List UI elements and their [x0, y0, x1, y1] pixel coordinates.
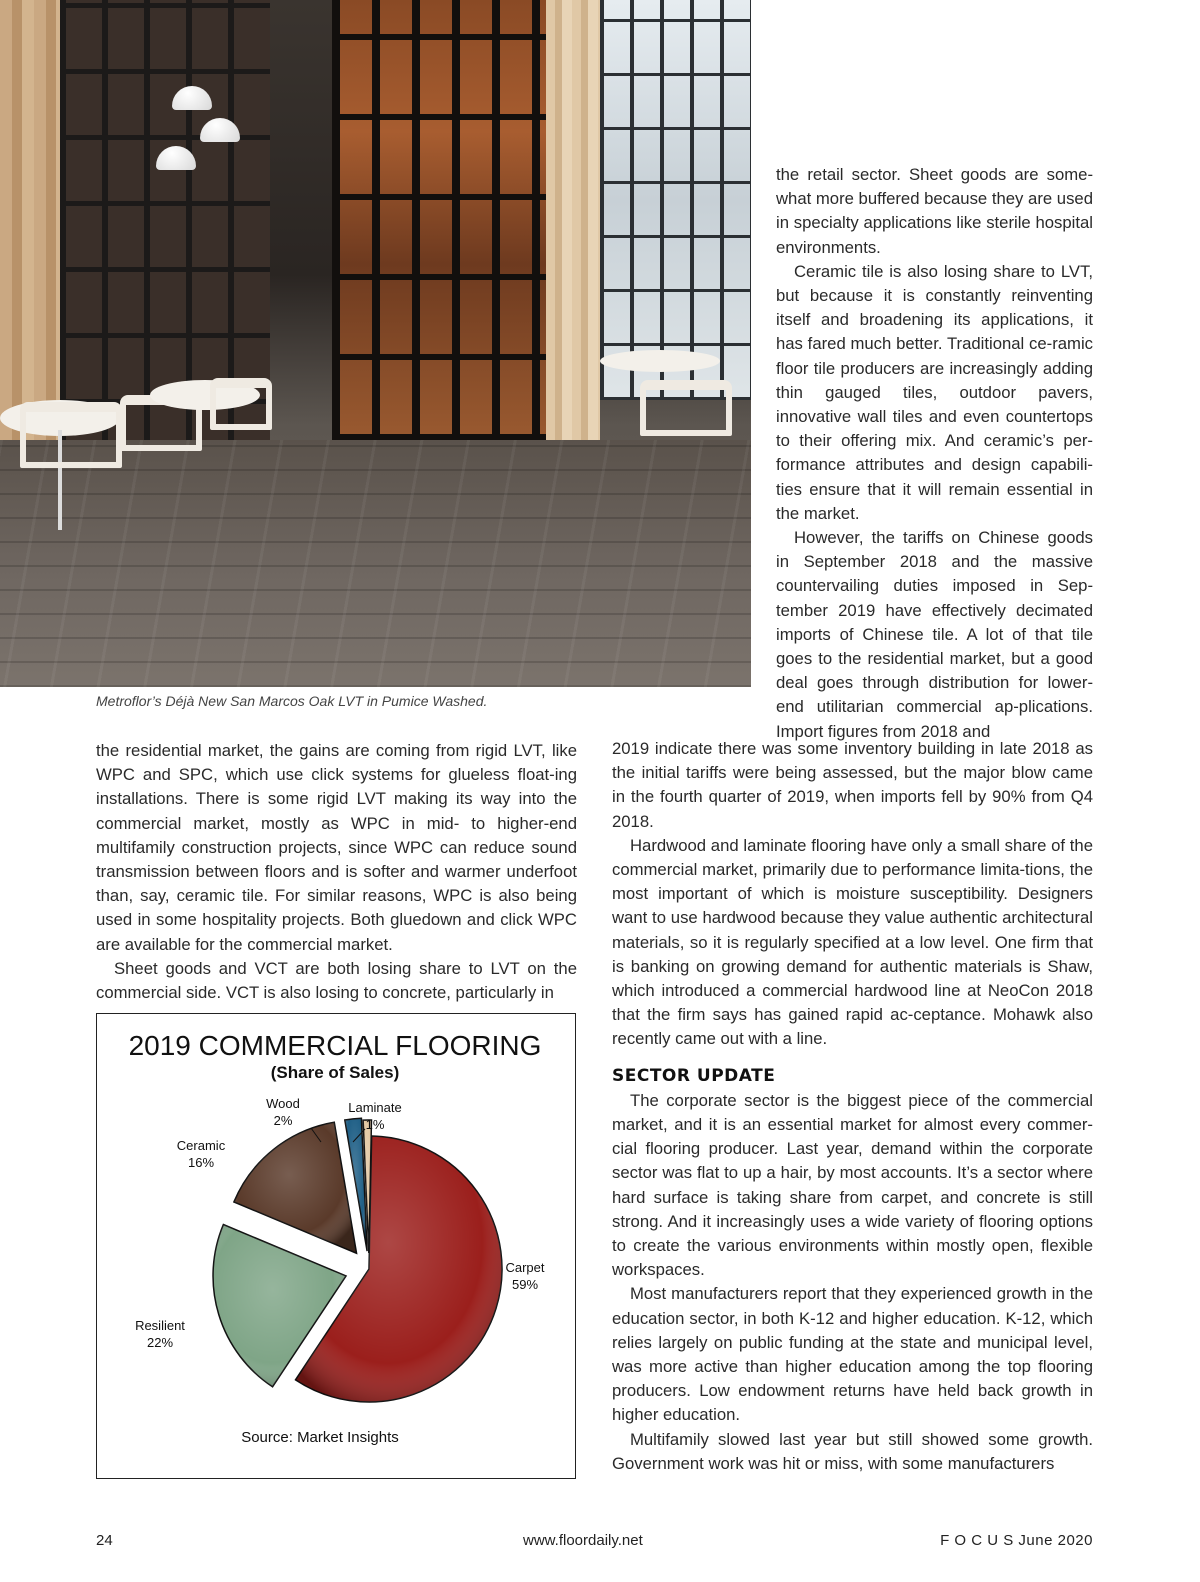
paragraph: Most manufacturers report that they experienced growth in the education sector, in both K-12 and higher education. K-12, which relies largely on public funding at the state and municipal level, was more active than higher education among the top flooring producers. Low endowment returns have held back growth in higher education.: [612, 1284, 1093, 1425]
wood-pillar: [546, 0, 600, 440]
wood-slat-wall: [332, 0, 547, 440]
slice-value-ceramic: 16%: [187, 1155, 215, 1170]
page-number: 24: [96, 1532, 113, 1549]
slice-label-resilient: Resilient: [135, 1318, 185, 1333]
slice-value-resilient: 22%: [146, 1335, 174, 1350]
right-column-bottom: [612, 737, 1093, 1476]
chart-subtitle: (Share of Sales): [270, 1063, 400, 1082]
window-wall: [600, 0, 751, 400]
paragraph: The corporate sector is the biggest piece of the commercial market, and it is an essential market for almost every commer-cial flooring producer. Last year, demand within the corporate sector was flat to up a hair, by most accounts. It’s a sector where hard surface is taking share from carpet, and concrete is still strong. And it increasingly uses a wide variety of flooring options to create the various environments within mostly open, flexible workspaces.: [612, 1090, 1093, 1280]
chair: [210, 378, 272, 430]
pie-chart-box: [96, 1013, 576, 1479]
paragraph: Multifamily slowed last year but still showed some growth. Government work was hit or miss, with some manufacturers: [612, 1429, 1093, 1473]
section-heading: SECTOR UPDATE: [612, 1065, 776, 1086]
slice-label-wood: Wood: [266, 1096, 300, 1111]
slice-label-ceramic: Ceramic: [176, 1138, 226, 1153]
paragraph: Sheet goods and VCT are both losing share to LVT on the commercial side. VCT is also losing to concrete, particularly in: [96, 958, 577, 1003]
left-column: [96, 739, 577, 1005]
slice-value-wood: 2%: [273, 1113, 293, 1128]
paragraph: Ceramic tile is also losing share to LVT, but because it is constantly reinventing itself and broadening its applications, it has fared much better. Traditional ce-ramic floor tile producers are increasingly adding thin gauged tiles, outdoor pavers, innovative wall tiles and even countertops to their offering mix. And ceramic’s per-formance attributes and design capabili-ties ensure that it will remain essential in the market.: [776, 261, 1093, 523]
hero-photo: [0, 0, 751, 687]
lvt-floor: [0, 440, 751, 687]
slice-label-carpet: Carpet: [505, 1260, 545, 1275]
paragraph: 2019 indicate there was some inventory building in late 2018 as the initial tariffs were being assessed, but the major blow came in the fourth quarter of 2019, when imports fell by 90% from Q4 2018.: [612, 739, 1093, 831]
paragraph: the retail sector. Sheet goods are some-what more buffered because they are used in specialty applications like sterile hospital environments.: [776, 165, 1093, 257]
publication-info: F O C U S June 2020: [940, 1532, 1093, 1549]
paragraph: Hardwood and laminate flooring have only a small share of the commercial market, primarily due to performance limita-tions, the most important of which is moisture susceptibility. Designers want to use hardwood because they value authentic architectural materials, so it is regularly specified at a low level. One firm that is banking on growing demand for authentic materials is Shaw, which introduced a commercial hardwood line at NeoCon 2018 that the firm says has gained rapid ac-ceptance. Mohawk also recently came out with a line.: [612, 835, 1093, 1049]
slice-value-laminate: 1%: [365, 1117, 385, 1132]
paragraph: However, the tariffs on Chinese goods in September 2018 and the massive countervailing duties imposed in Sep-tember 2019 have effectively decimated imports of Chinese tile. A lot of that tile goes to the residential market, but a good deal goes through distribution for lower-end utilitarian commercial ap-plications. Import figures from 2018 and: [776, 528, 1093, 741]
chair: [640, 380, 732, 436]
slice-label-laminate: Laminate: [348, 1100, 402, 1115]
paragraph: the residential market, the gains are coming from rigid LVT, like WPC and SPC, which use click systems for glueless float-ing installations. There is some rigid LVT making its way into the commercial market, mostly as WPC in mid- to higher-end multifamily construction projects, since WPC can reduce sound transmission between floors and is softer and warmer underfoot than, say, ceramic tile. For similar reasons, WPC is also being used in some hospitality projects. Both gluedown and click WPC are available for the commercial market.: [96, 741, 577, 954]
chair: [20, 402, 122, 468]
footer-url[interactable]: www.floordaily.net: [523, 1532, 643, 1549]
photo-caption: Metroflor’s Déjà New San Marcos Oak LVT in Pumice Washed.: [96, 693, 488, 709]
cafe-table: [600, 350, 720, 372]
chart-source: Source: Market Insights: [241, 1429, 399, 1446]
chart-title: 2019 COMMERCIAL FLOORING: [128, 1030, 542, 1061]
right-column-top: [776, 163, 1093, 744]
slice-value-carpet: 59%: [511, 1277, 539, 1292]
pie-chart: [97, 1014, 574, 1477]
